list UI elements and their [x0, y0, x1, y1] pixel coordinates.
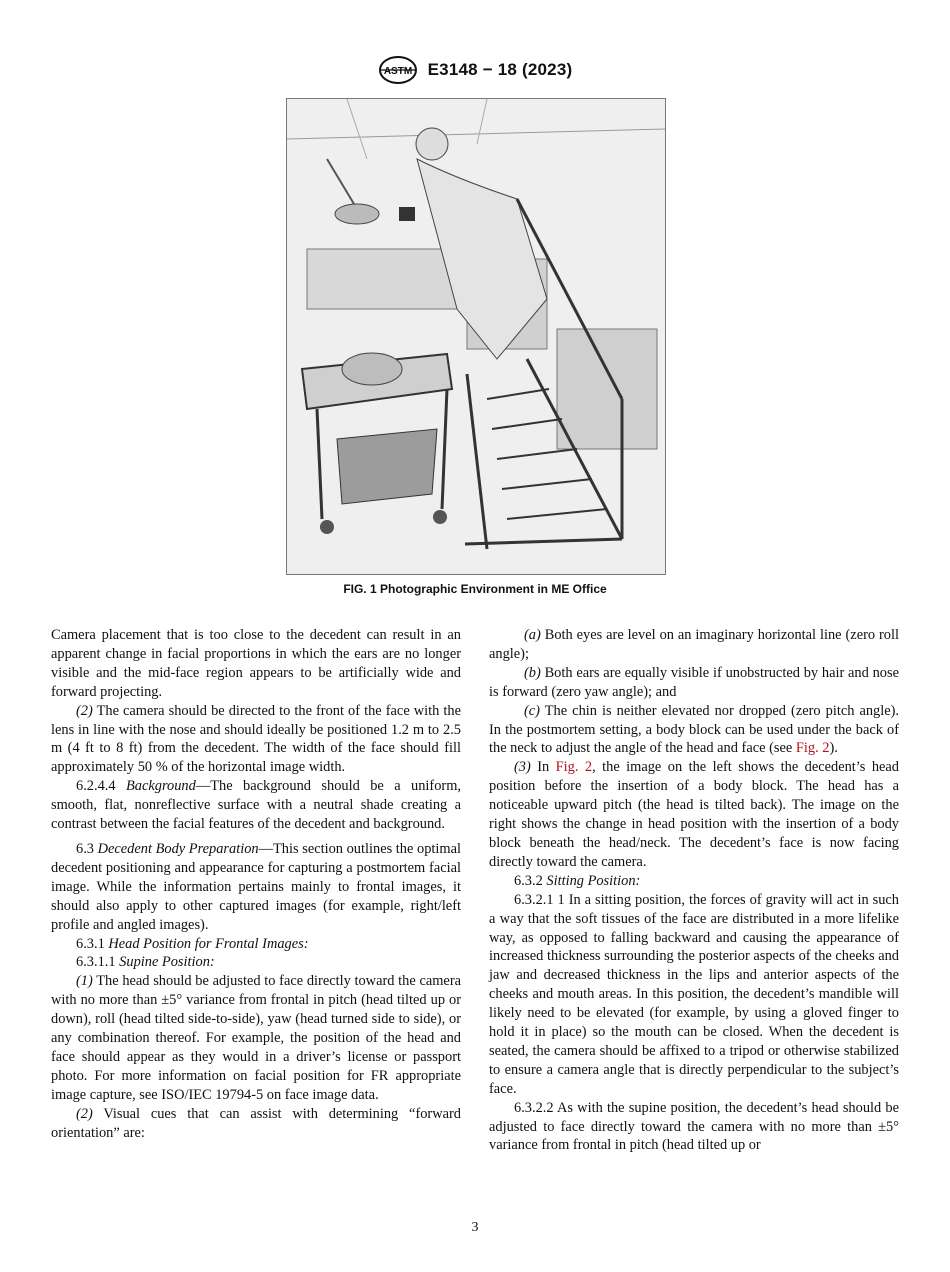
- logo-text: ASTM: [383, 66, 412, 77]
- figure-caption: FIG. 1 Photographic Environment in ME Office: [343, 582, 607, 596]
- fig-2-link[interactable]: Fig. 2: [555, 759, 593, 776]
- standard-id: E3148 − 18 (2023): [427, 60, 573, 79]
- paragraph: (3) In Fig. 2, the image on the left shows the decedent’s head position before the insertion of a body block. The head has a noticeable upward pitch (the head is tilted back). The image on the right shows the change in head position with the insertion of a body block beneath the head/neck. The decedent’s face is now facing directly toward the camera.: [489, 759, 900, 870]
- page-number: 3: [471, 1220, 479, 1235]
- paragraph: (2) The camera should be directed to the front of the face with the lens in line with the nose and should ideally be positioned 1.2 m to 2.5 m (4 ft to 8 ft) from the decedent. The width of the face should fill approximately 50 % of the horizontal image width.: [51, 702, 461, 776]
- list-item-a: (a) Both eyes are level on an imaginary horizontal line (zero roll angle);: [489, 627, 899, 662]
- page-header: [0, 55, 950, 85]
- fig-2-link[interactable]: Fig. 2: [795, 740, 830, 757]
- section-6-3-1-1: 6.3.1.1 Supine Position:: [76, 954, 215, 971]
- sketch-drawing: [287, 99, 665, 574]
- paragraph: (1) The head should be adjusted to face directly toward the camera with no more than ±5° variance from frontal in pitch (head tilted up or down), roll (head tilted side-to-side), yaw (head turned side to side), or any combination thereof. For example, the position of the head and face should appear as they would in a driver’s license or passport photo. For more information on facial position for FR appropriate image capture, see ISO/IEC 19794-5 on face image data.: [51, 973, 461, 1103]
- section-6-3-1: 6.3.1 Head Position for Frontal Images:: [76, 935, 309, 952]
- section-6-3-2-2: 6.3.2.2 As with the supine position, the decedent’s head should be adjusted to face directly toward the camera with no more than ±5° variance from frontal in pitch (head tilted up or: [489, 1099, 899, 1154]
- left-column: [51, 626, 461, 1142]
- figure-illustration: [286, 98, 666, 575]
- list-item-b: (b) Both ears are equally visible if unobstructed by hair and nose is forward (zero yaw angle); and: [489, 664, 899, 700]
- paragraph: (2) Visual cues that can assist with determining “forward orientation” are:: [51, 1105, 461, 1141]
- section-6-2-4-4: 6.2.4.4 Background—The background should be a uniform, smooth, flat, nonreflective surface with a neutral shade creating a contrast between the facial features of the decedent and background.: [51, 778, 462, 833]
- section-6-3: 6.3 Decedent Body Preparation—This section outlines the optimal decedent positioning and appearance for capturing a postmortem facial image. While the information pertains mainly to frontal images, it should also apply to other captured images (for example, right/left profile and angled images).: [51, 840, 461, 933]
- right-column: [489, 626, 899, 1155]
- list-item-c: (c) The chin is neither elevated nor dropped (zero pitch angle). In the postmortem setting, a body block can be used under the back of the neck to adjust the angle of the head and face (see Fig. 2).: [489, 702, 899, 757]
- paragraph: Camera placement that is too close to the decedent can result in an apparent change in facial proportions in which the ears are no longer visible and the mid-face region appears to be artificially wide and forward projecting.: [51, 627, 461, 700]
- section-6-3-2: 6.3.2 Sitting Position:: [514, 872, 641, 889]
- section-6-3-2-1: 6.3.2.1 1 In a sitting position, the forces of gravity will act in such a way that the soft tissues of the face are distributed in a more lifelike way, as opposed to falling backward and causing the appearance of increased thickness surrounding the posterior aspects of the cheeks and jaw and decreased thickness in the lips and anterior aspects of the cheeks and mouth areas. In this position, the decedent’s mandible will likely need to be elevated (for example, by using a gloved finger to hold it in place) so the mouth can be closed. When the decedent is seated, the camera should be affixed to a tripod or otherwise stabilized to ensure a camera angle that is directly perpendicular to the subject’s face.: [489, 891, 899, 1097]
- astm-logo: [378, 55, 418, 85]
